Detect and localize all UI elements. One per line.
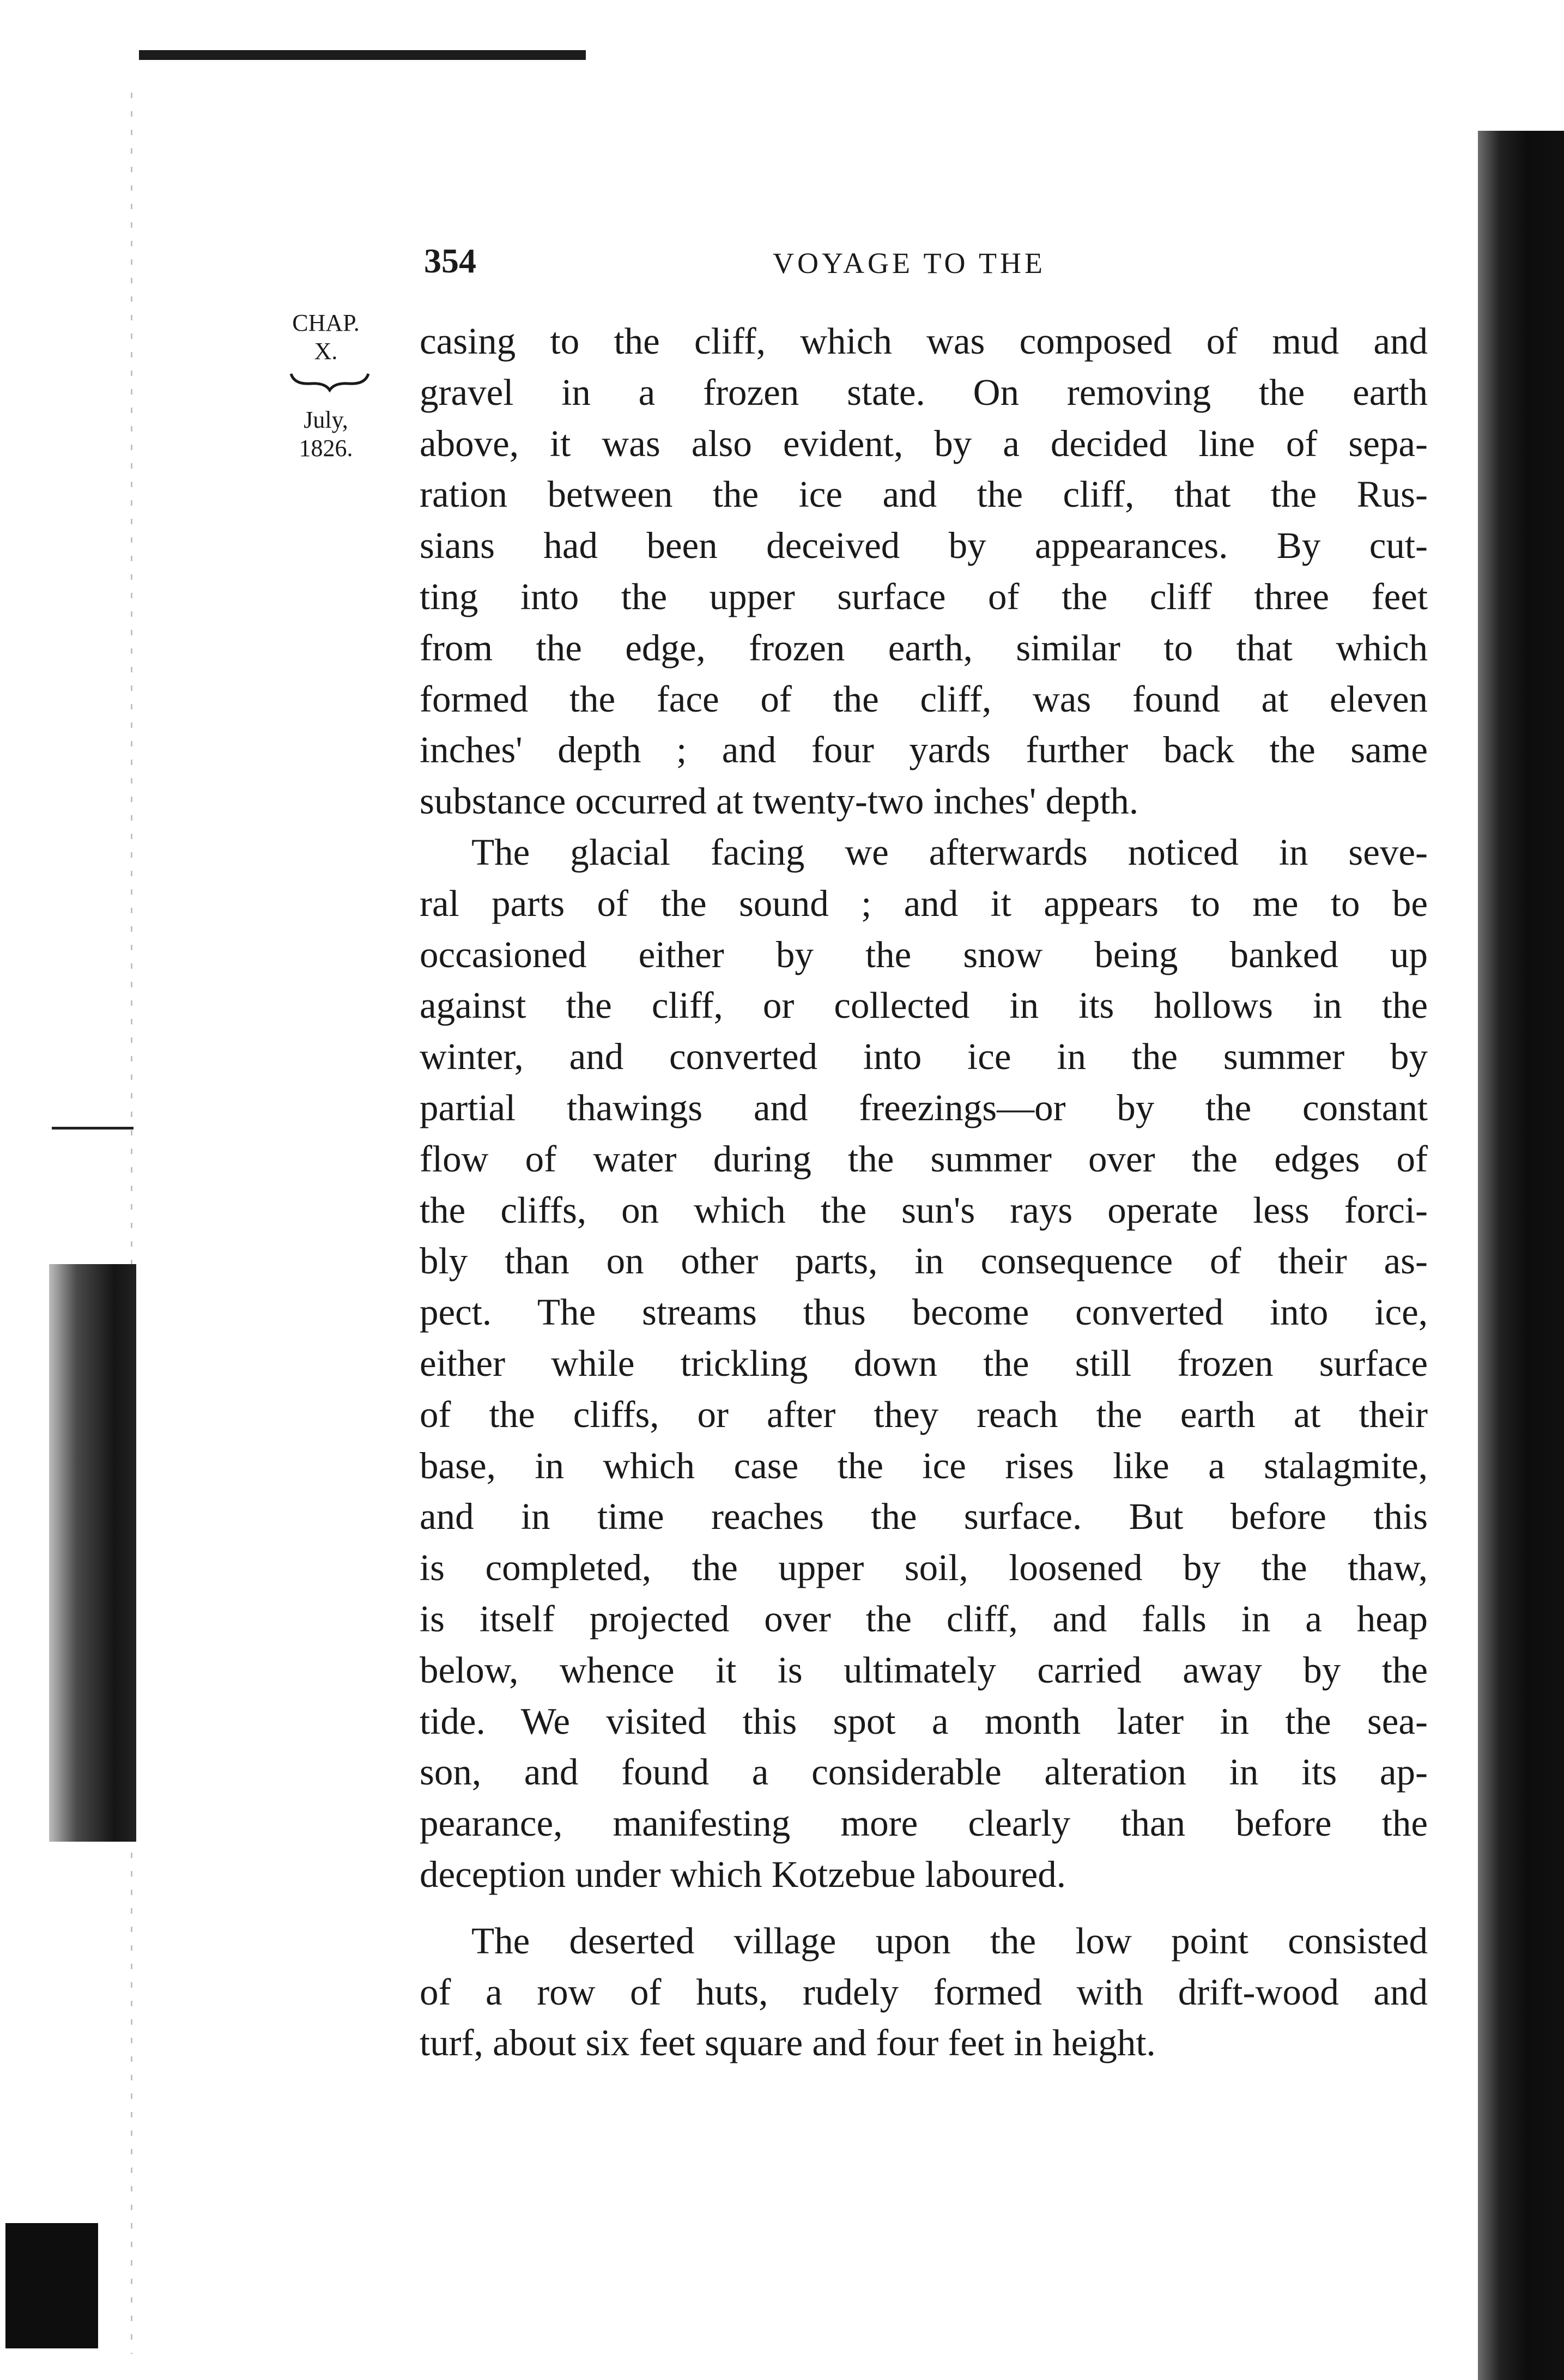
text-line: The deserted village upon the low point consisted — [471, 1920, 1428, 1962]
text-line: pearance, manifesting more clearly than before the — [420, 1802, 1428, 1844]
text-line: turf, about six feet square and four feet in height. — [420, 2022, 1156, 2064]
paragraph — [420, 316, 1428, 827]
text-line: occasioned either by the snow being banked up — [420, 933, 1428, 975]
text-line: above, it was also evident, by a decided line of sepa- — [420, 422, 1428, 464]
text-line: against the cliff, or collected in its hollows in the — [420, 985, 1428, 1027]
text-line: from the edge, frozen earth, similar to that which — [420, 627, 1428, 669]
text-line: is itself projected over the cliff, and falls in a heap — [420, 1598, 1428, 1640]
page-number: 354 — [424, 241, 476, 280]
text-line: casing to the cliff, which was composed of mud and — [420, 320, 1428, 362]
text-line: flow of water during the summer over the edges of — [420, 1138, 1428, 1180]
text-line: winter, and converted into ice in the summer by — [420, 1036, 1428, 1078]
brace-ornament — [289, 371, 371, 392]
text-line: substance occurred at twenty-two inches' depth. — [420, 780, 1139, 822]
text-line: is completed, the upper soil, loosened by the thaw, — [420, 1547, 1428, 1589]
scan-border-top — [139, 50, 586, 60]
text-line: ration between the ice and the cliff, that the Rus- — [420, 473, 1428, 515]
text-line: the cliffs, on which the sun's rays operate less forci- — [420, 1189, 1428, 1231]
text-line: gravel in a frozen state. On removing the earth — [420, 371, 1428, 413]
text-line: partial thawings and freezings—or by the constant — [420, 1086, 1428, 1128]
text-line: either while trickling down the still frozen surface — [420, 1342, 1428, 1384]
scan-shadow-left-bottom — [5, 2223, 98, 2348]
text-line: of a row of huts, rudely formed with drift-wood and — [420, 1971, 1428, 2013]
text-line: formed the face of the cliff, was found at eleven — [420, 678, 1428, 720]
scan-margin-tick — [52, 1127, 134, 1130]
text-line: deception under which Kotzebue laboured. — [420, 1853, 1066, 1895]
paragraph — [420, 827, 1428, 1901]
scan-shadow-right — [1478, 131, 1564, 2380]
body-text — [420, 316, 1428, 2069]
text-line: tide. We visited this spot a month later in the sea- — [420, 1700, 1428, 1742]
sidenote-chapter-number: X. — [314, 338, 338, 365]
scan-shadow-left — [49, 1264, 136, 1842]
text-line: sians had been deceived by appearances. By cut- — [420, 525, 1428, 567]
paragraph-gap — [420, 1901, 1428, 1916]
text-line: and in time reaches the surface. But before this — [420, 1496, 1428, 1538]
sidenote-month: July, — [304, 406, 348, 433]
text-line: below, whence it is ultimately carried away by the — [420, 1649, 1428, 1691]
text-line: pect. The streams thus become converted into ice, — [420, 1291, 1428, 1333]
text-line: ting into the upper surface of the cliff three feet — [420, 575, 1428, 617]
text-line: bly than on other parts, in consequence of their as- — [420, 1240, 1428, 1282]
text-line: son, and found a considerable alteration in its ap- — [420, 1751, 1428, 1793]
text-line: The glacial facing we afterwards noticed in seve- — [471, 831, 1428, 873]
sidenote-chapter-label: CHAP. — [292, 309, 360, 336]
text-line: inches' depth ; and four yards further back the same — [420, 729, 1428, 771]
scan-margin-hairline — [131, 93, 132, 2354]
text-line: ral parts of the sound ; and it appears to me to be — [420, 882, 1428, 924]
running-title: VOYAGE TO THE — [773, 247, 1046, 280]
sidenote-year: 1826. — [299, 435, 353, 462]
text-line: base, in which case the ice rises like a stalagmite, — [420, 1444, 1428, 1486]
text-line: of the cliffs, or after they reach the earth at their — [420, 1393, 1428, 1435]
paragraph — [420, 1916, 1428, 2069]
